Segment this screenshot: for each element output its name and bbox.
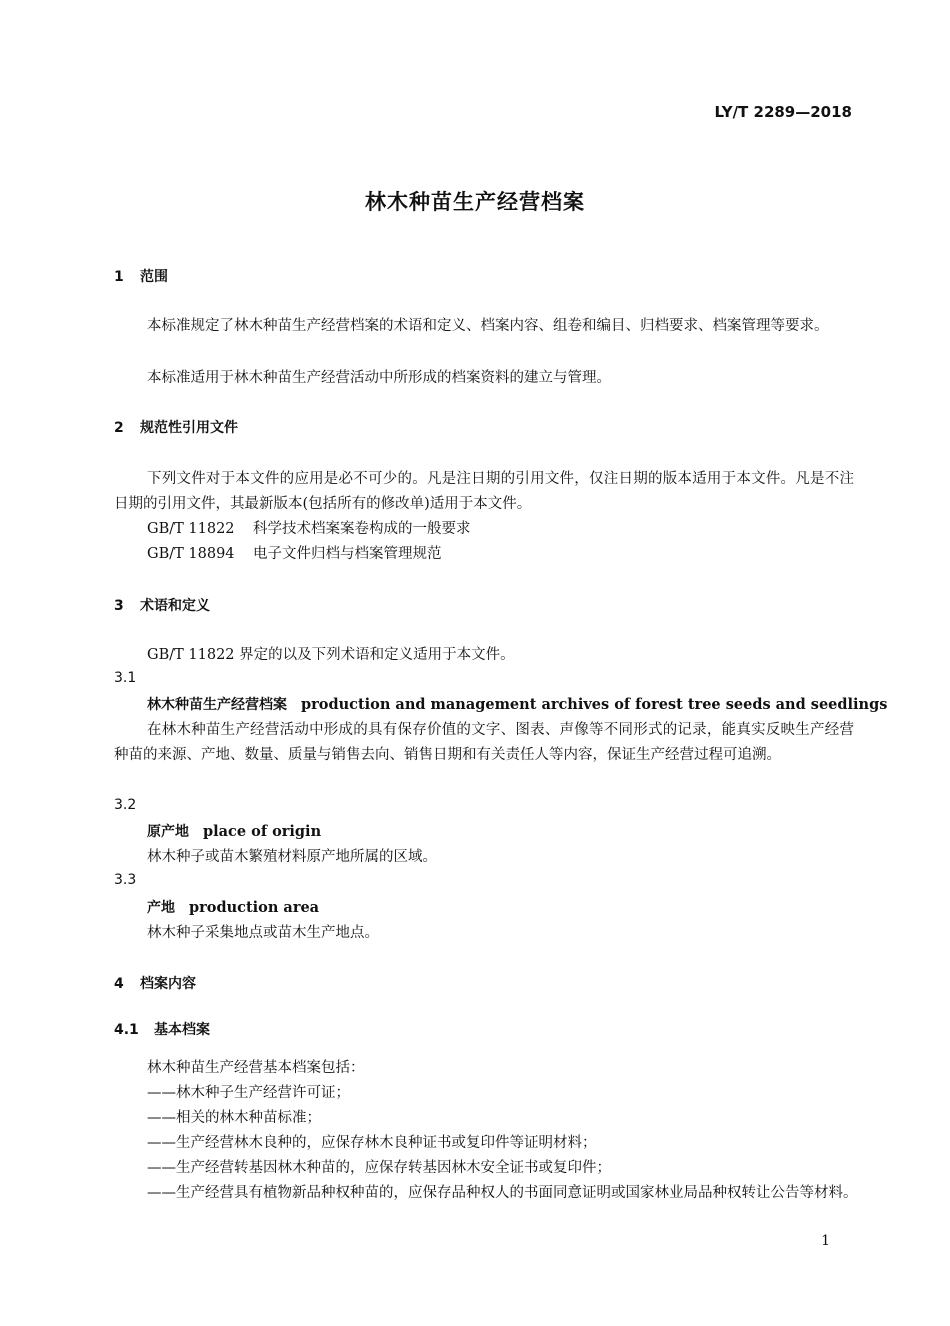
term-heading — [147, 694, 887, 714]
list-item: ——生产经营林木良种的，应保存林木良种证书或复印件等证明材料； — [147, 1135, 597, 1151]
term-number: 3.3 — [114, 872, 137, 888]
reference-code: GB/T 18894 — [147, 546, 235, 562]
section-number: 3 — [114, 598, 124, 614]
term-number: 3.2 — [114, 797, 137, 813]
list-item: ——相关的林木种苗标准； — [147, 1110, 321, 1126]
sec1-paragraph-2: 本标准适用于林木种苗生产经营活动中所形成的档案资料的建立与管理。 — [147, 370, 611, 386]
section-2-heading — [114, 417, 238, 437]
term-heading — [147, 897, 319, 917]
normative-reference — [147, 542, 442, 567]
reference-title: 科学技术档案案卷构成的一般要求 — [253, 521, 471, 537]
normative-reference — [147, 517, 471, 542]
section-1-heading — [114, 266, 168, 286]
term-english: production and management archives of forest tree seeds and seedlings — [301, 696, 888, 713]
sec2-paragraph-1: 下列文件对于本文件的应用是必不可少的。凡是注日期的引用文件，仅注日期的版本适用于本文件。凡是不注日期的引用文件，其最新版本(包括所有的修改单)适用于本文件。 — [114, 471, 854, 512]
section-3-heading — [114, 595, 210, 615]
term-number: 3.1 — [114, 670, 137, 686]
term-definition: 林木种子或苗木繁殖材料原产地所属的区域。 — [147, 849, 437, 865]
term-chinese: 原产地 — [147, 824, 189, 840]
term-heading — [147, 821, 321, 841]
term-definition: 林木种子采集地点或苗木生产地点。 — [147, 925, 379, 941]
list-item: ——林木种子生产经营许可证； — [147, 1085, 350, 1101]
sec3-intro: GB/T 11822 界定的以及下列术语和定义适用于本文件。 — [147, 647, 515, 663]
subsection-number: 4.1 — [114, 1022, 139, 1038]
section-number: 1 — [114, 269, 124, 285]
section-4-heading — [114, 973, 196, 993]
sec4-intro: 林木种苗生产经营基本档案包括： — [147, 1060, 365, 1076]
term-english: production area — [189, 899, 320, 916]
subsection-4-1-heading — [114, 1019, 210, 1039]
list-item: ——生产经营具有植物新品种权种苗的，应保存品种权人的书面同意证明或国家林业局品种权转让公告等材料。 — [147, 1185, 858, 1201]
section-number: 2 — [114, 420, 124, 436]
document-title: 林木种苗生产经营档案 — [365, 190, 585, 214]
section-title: 规范性引用文件 — [140, 420, 238, 436]
standard-number: LY/T 2289—2018 — [714, 103, 852, 121]
section-title: 术语和定义 — [140, 598, 210, 614]
reference-code: GB/T 11822 — [147, 521, 235, 537]
term-chinese: 产地 — [147, 900, 175, 916]
list-item: ——生产经营转基因林木种苗的，应保存转基因林木安全证书或复印件； — [147, 1160, 611, 1176]
term-english: place of origin — [203, 823, 322, 840]
sec1-paragraph-1: 本标准规定了林木种苗生产经营档案的术语和定义、档案内容、组卷和编目、归档要求、档案管理等要求。 — [147, 318, 829, 334]
reference-title: 电子文件归档与档案管理规范 — [253, 546, 442, 562]
term-definition: 在林木种苗生产经营活动中形成的具有保存价值的文字、图表、声像等不同形式的记录，能真实反映生产经营种苗的来源、产地、数量、质量与销售去向、销售日期和有关责任人等内容，保证生产经营过程可追溯。 — [114, 722, 854, 763]
subsection-title: 基本档案 — [154, 1022, 210, 1038]
term-chinese: 林木种苗生产经营档案 — [147, 697, 287, 713]
section-title: 范围 — [140, 269, 168, 285]
page-number: 1 — [821, 1233, 830, 1249]
section-title: 档案内容 — [140, 976, 196, 992]
section-number: 4 — [114, 976, 124, 992]
